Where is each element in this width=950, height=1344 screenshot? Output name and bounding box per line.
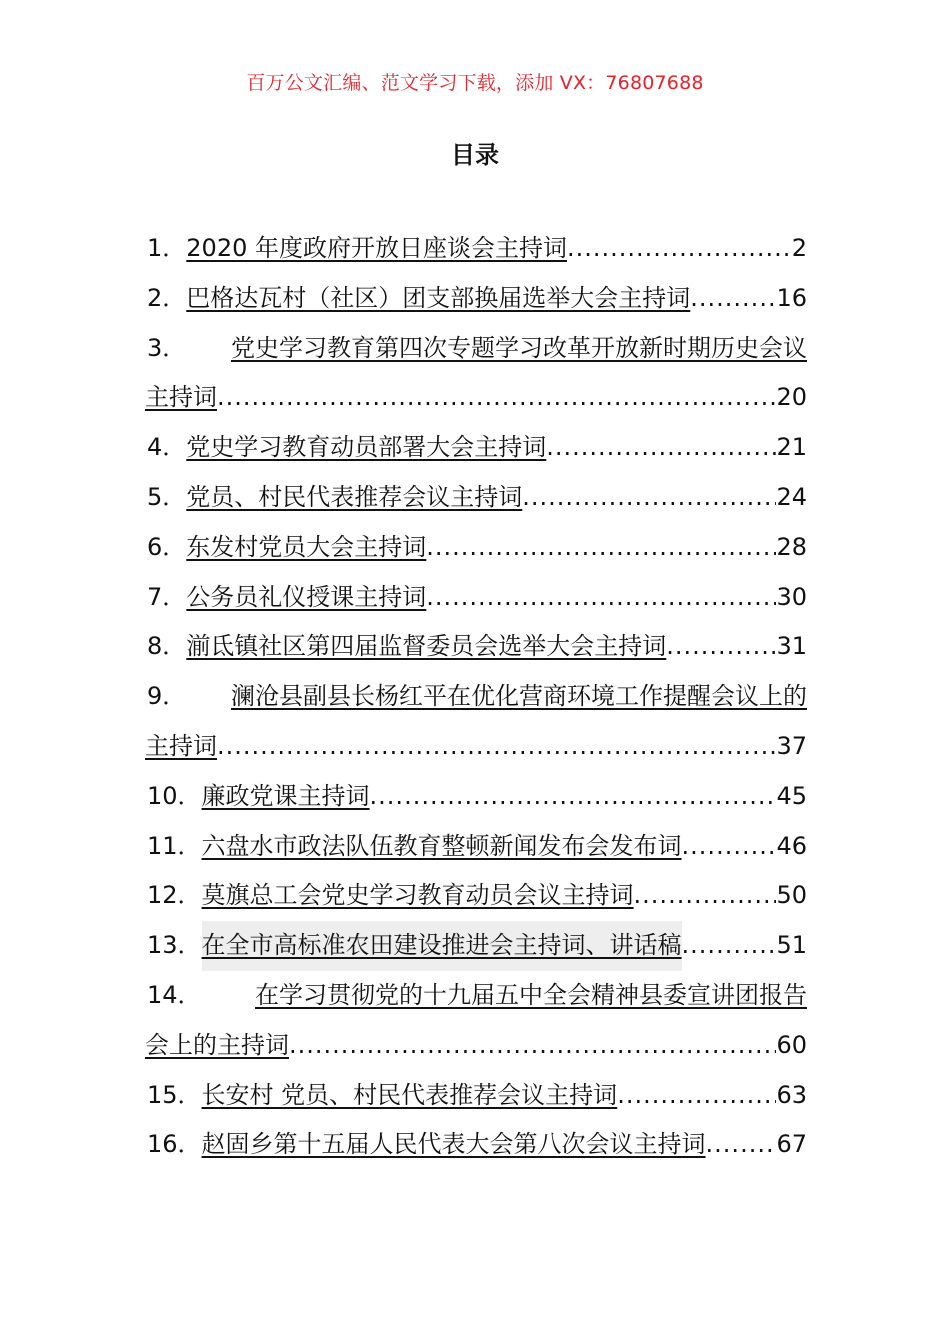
toc-entry-link[interactable]: 廉政党课主持词	[201, 781, 370, 810]
toc-entry-link-continued[interactable]: 主持词	[145, 383, 217, 412]
toc-entry-link[interactable]: 公务员礼仪授课主持词	[186, 582, 427, 611]
toc-page-number: 24	[776, 482, 807, 511]
toc-entry-12[interactable]	[145, 871, 807, 921]
toc-entry-number: 7．	[147, 582, 187, 611]
toc-page-number: 31	[776, 632, 807, 661]
toc-leader-dots	[690, 274, 776, 324]
toc-entry-link[interactable]: 澜沧县副县长杨红平在优化营商环境工作提醒会议上的	[231, 682, 807, 711]
toc-entry-number: 11．	[147, 831, 202, 860]
toc-entry-link[interactable]: 党史学习教育第四次专题学习改革开放新时期历史会议	[231, 333, 807, 362]
toc-entry-number: 3．	[147, 333, 187, 362]
toc-entry-number: 2．	[147, 283, 187, 312]
toc-page-number: 16	[776, 283, 807, 312]
toc-page-number: 46	[776, 831, 807, 860]
toc-page-number: 2	[791, 234, 807, 262]
toc-entry-6[interactable]	[145, 523, 807, 573]
toc-entry-link[interactable]: 莫旗总工会党史学习教育动员会议主持词	[201, 881, 634, 910]
header-banner: 百万公文汇编、范文学习下载，添加 VX：76807688	[246, 72, 704, 94]
toc-page-number: 60	[776, 1030, 807, 1059]
toc-leader-dots	[666, 622, 776, 672]
page-title: 目录	[451, 141, 499, 169]
toc-page-number: 21	[776, 433, 807, 462]
toc-entry-3[interactable]	[145, 324, 807, 374]
toc-entry-number: 13．	[147, 931, 202, 960]
toc-page-number: 37	[776, 731, 807, 760]
toc-entry-number: 9．	[147, 682, 187, 711]
toc-leader-dots	[682, 921, 777, 971]
toc-entry-number: 14．	[147, 980, 202, 1009]
toc-entry-number: 15．	[147, 1080, 202, 1109]
toc-page-number: 50	[776, 881, 807, 910]
table-of-contents	[145, 224, 807, 1170]
toc-entry-link[interactable]: 巴格达瓦村（社区）团支部换届选举大会主持词	[186, 283, 691, 312]
toc-entry-link-continued[interactable]: 主持词	[145, 731, 217, 760]
toc-entry-link[interactable]: 2020 年度政府开放日座谈会主持词	[186, 234, 567, 262]
toc-leader-dots	[217, 722, 776, 772]
toc-leader-dots	[522, 473, 776, 523]
toc-entry-8[interactable]	[145, 622, 807, 672]
toc-entry-number: 8．	[147, 632, 187, 661]
toc-entry-link[interactable]: 东发村党员大会主持词	[186, 532, 427, 561]
toc-entry-2[interactable]	[145, 274, 807, 324]
toc-entry-link[interactable]: 六盘水市政法队伍教育整顿新闻发布会发布词	[201, 831, 682, 860]
toc-leader-dots	[426, 523, 776, 573]
toc-entry-link[interactable]: 赵固乡第十五届人民代表大会第八次会议主持词	[201, 1130, 706, 1159]
toc-entry-1[interactable]	[145, 224, 807, 274]
toc-entry-link[interactable]: 长安村 党员、村民代表推荐会议主持词	[201, 1080, 618, 1109]
toc-entry-link-continued[interactable]: 会上的主持词	[145, 1030, 289, 1059]
toc-entry-4[interactable]	[145, 423, 807, 473]
toc-entry-11[interactable]	[145, 822, 807, 872]
toc-entry-14-continued[interactable]	[145, 1021, 807, 1071]
toc-entry-link[interactable]: 在学习贯彻党的十九届五中全会精神县委宣讲团报告	[255, 980, 807, 1009]
toc-leader-dots	[617, 1071, 776, 1121]
toc-entry-5[interactable]	[145, 473, 807, 523]
toc-page-number: 30	[776, 582, 807, 611]
toc-entry-10[interactable]	[145, 772, 807, 822]
toc-entry-link[interactable]: 党员、村民代表推荐会议主持词	[186, 482, 523, 511]
toc-entry-number: 4．	[147, 433, 187, 462]
toc-entry-3-continued[interactable]	[145, 373, 807, 423]
toc-entry-link[interactable]: 湔氐镇社区第四届监督委员会选举大会主持词	[186, 632, 667, 661]
toc-leader-dots	[706, 1120, 777, 1170]
toc-entry-9-continued[interactable]	[145, 722, 807, 772]
toc-leader-dots	[370, 772, 777, 822]
toc-page-number: 20	[776, 383, 807, 412]
toc-entry-number: 1．	[147, 234, 187, 262]
toc-entry-7[interactable]	[145, 573, 807, 623]
toc-entry-link[interactable]: 在全市高标准农田建设推进会主持词、讲话稿	[202, 921, 682, 971]
toc-page-number: 63	[776, 1080, 807, 1109]
toc-entry-9[interactable]	[145, 672, 807, 722]
toc-leader-dots	[634, 871, 777, 921]
toc-entry-16[interactable]	[145, 1120, 807, 1170]
toc-page-number: 67	[776, 1130, 807, 1159]
toc-entry-link[interactable]: 党史学习教育动员部署大会主持词	[186, 433, 547, 462]
toc-leader-dots	[289, 1021, 776, 1071]
toc-entry-13[interactable]	[145, 921, 807, 971]
toc-leader-dots	[546, 423, 776, 473]
toc-page-number: 45	[776, 781, 807, 810]
toc-leader-dots	[426, 573, 776, 623]
toc-entry-number: 5．	[147, 482, 187, 511]
toc-entry-number: 6．	[147, 532, 187, 561]
toc-entry-14[interactable]	[145, 971, 807, 1021]
toc-page-number: 28	[776, 532, 807, 561]
toc-leader-dots	[217, 373, 776, 423]
toc-entry-number: 16．	[147, 1130, 202, 1159]
toc-entry-number: 10．	[147, 781, 202, 810]
toc-page-number: 51	[776, 931, 807, 960]
toc-leader-dots	[567, 224, 792, 274]
toc-leader-dots	[682, 822, 777, 872]
toc-entry-number: 12．	[147, 881, 202, 910]
toc-entry-15[interactable]	[145, 1071, 807, 1121]
